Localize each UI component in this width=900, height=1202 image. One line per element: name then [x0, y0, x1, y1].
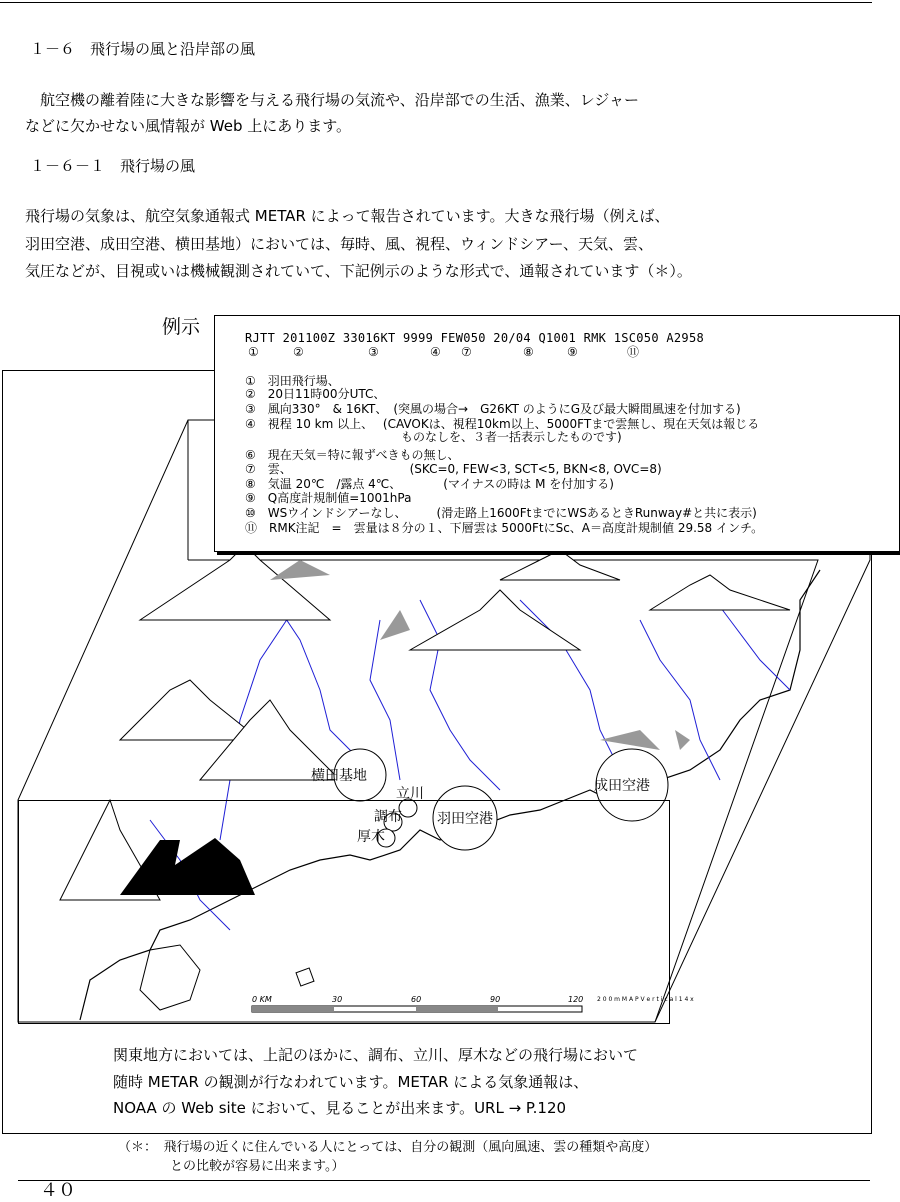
- label-narita: 成田空港: [594, 778, 650, 794]
- metar-marker-11: ⑪: [627, 345, 640, 359]
- page-number: ４０: [40, 1180, 76, 1201]
- scale-label-90: 90: [490, 995, 501, 1004]
- bottom-rule: [18, 1180, 870, 1181]
- metar-item-6: ⑥ 現在天気＝特に報ずべきもの無し、: [245, 448, 460, 462]
- body-line-2: 羽田空港、成田空港、横田基地）においては、毎時、風、視程、ウィンドシアー、天気、雲、: [25, 235, 654, 253]
- kanto-line-2: 随時 METAR の観測が行なわれています。METAR による気象通報は、: [113, 1073, 589, 1091]
- body-line-1: 飛行場の気象は、航空気象通報式 METAR によって報告されています。大きな飛行場（例えば、: [25, 207, 670, 225]
- metar-marker-8: ⑧: [523, 345, 534, 359]
- metar-item-4: ④ 視程 10 km 以上、 (CAVOKは、視程10km以上、5000FTまで雲無し、現在天気は報じる: [245, 417, 760, 431]
- map-front-frame: [18, 800, 670, 1024]
- subsection-title: １－６－１ 飛行場の風: [30, 157, 196, 175]
- label-haneda: 羽田空港: [437, 811, 493, 827]
- intro-line-2: などに欠かせない風情報が Web 上にあります。: [25, 117, 352, 135]
- metar-item-10: ⑩ WSウインドシアーなし、 (滑走路上1600FtまでにWSあるときRunway#と共に表示): [245, 506, 757, 520]
- label-tachikawa: 立川: [396, 786, 424, 802]
- metar-marker-7: ⑦: [461, 345, 472, 359]
- kanto-line-1: 関東地方においては、上記のほかに、調布、立川、厚木などの飛行場において: [113, 1046, 639, 1064]
- metar-marker-9: ⑨: [567, 345, 578, 359]
- kanto-line-3: NOAA の Web site において、見ることが出来ます。URL → P.120: [113, 1099, 567, 1117]
- metar-item-4-cont: ものなしを、３者一括表示したものです): [245, 430, 622, 444]
- label-yokota: 横田基地: [311, 768, 367, 784]
- example-label: 例示: [162, 316, 201, 338]
- label-atsugi: 厚木: [357, 829, 385, 845]
- section-title: １－６ 飛行場の風と沿岸部の風: [30, 40, 256, 58]
- metar-marker-2: ②: [293, 345, 304, 359]
- metar-item-1: ① 羽田飛行場、: [245, 374, 340, 388]
- scale-label-120: 120: [568, 995, 584, 1004]
- footnote-line-2: との比較が容易に出来ます。）: [118, 1159, 345, 1174]
- label-chofu: 調布: [374, 809, 402, 825]
- footnote-line-1: （＊： 飛行場の近くに住んでいる人にとっては、自分の観測（風向風速、雲の種類や高度）: [118, 1140, 658, 1155]
- metar-item-8: ⑧ 気温 20℃ /露点 4℃、 (マイナスの時は M を付加する): [245, 477, 614, 491]
- metar-marker-4: ④: [430, 345, 441, 359]
- metar-example-box: [214, 315, 900, 552]
- scale-label-0: 0 KM: [252, 995, 272, 1004]
- metar-code: RJTT 201100Z 33016KT 9999 FEW050 20/04 Q1001 RMK 1SC050 A2958: [245, 331, 705, 345]
- metar-item-2: ② 20日11時00分UTC、: [245, 387, 386, 401]
- metar-item-3: ③ 風向330° & 16KT、 (突風の場合→ G26KT のようにG及び最大瞬間風速を付加する): [245, 402, 741, 416]
- intro-line-1: 航空機の離着陸に大きな影響を与える飛行場の気流や、沿岸部での生活、漁業、レジャー: [25, 91, 640, 109]
- metar-item-11: ⑪ RMK注記 = 雲量は８分の１、下層雲は 5000FtにSc、A＝高度計規制値 29.58 インチ。: [245, 521, 764, 535]
- metar-item-9: ⑨ Q高度計規制値=1001hPa: [245, 491, 412, 505]
- metar-marker-3: ③: [368, 345, 379, 359]
- scale-note: 2 0 0 m M A P V e r t i c a l 1 4 x: [597, 996, 694, 1003]
- metar-marker-1: ①: [248, 345, 259, 359]
- scale-label-60: 60: [411, 995, 422, 1004]
- metar-item-7: ⑦ 雲、 (SKC=0, FEW<3, SCT<5, BKN<8, OVC=8): [245, 462, 662, 476]
- body-line-3: 気圧などが、目視或いは機械観測されていて、下記例示のような形式で、通報されています（＊）。: [25, 262, 692, 280]
- scale-label-30: 30: [332, 995, 343, 1004]
